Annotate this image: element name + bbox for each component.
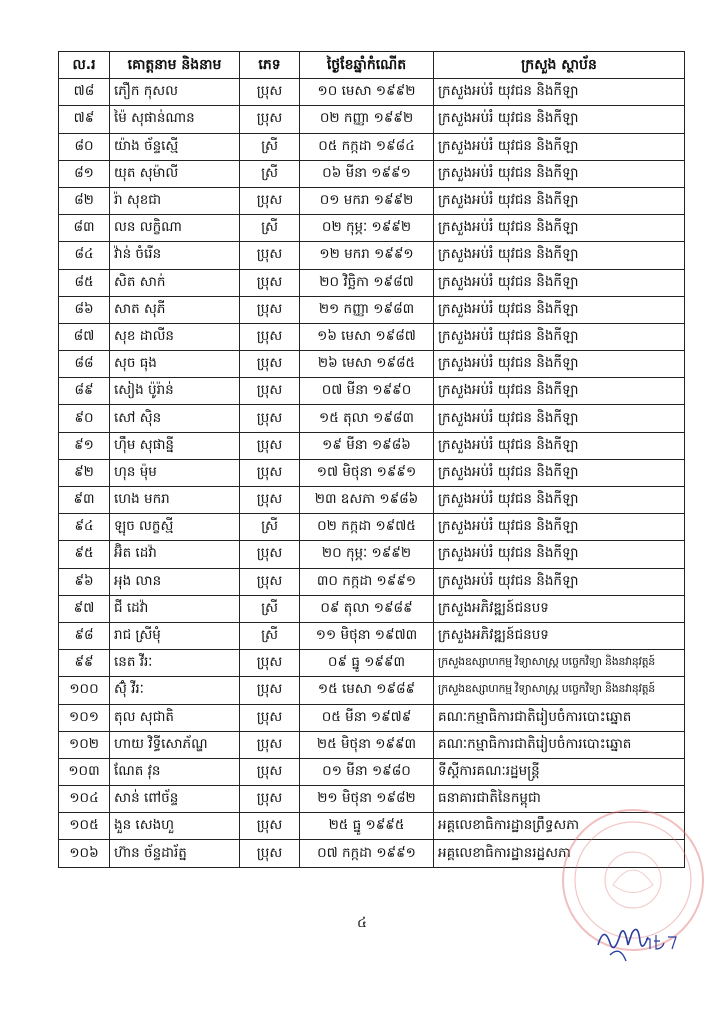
row-birthdate: ០១ មីនា ១៩៨០ xyxy=(300,758,434,785)
row-ministry: ទីស្តីការគណៈរដ្ឋមន្ត្រី xyxy=(434,758,685,785)
row-name: អ៊ិត ដេវ៉ា xyxy=(110,541,240,568)
row-gender: ស្រី xyxy=(240,160,300,187)
row-name: សុខ ដាលីន xyxy=(110,323,240,350)
row-birthdate: ០៦ មីនា ១៩៩១ xyxy=(300,160,434,187)
header-number: ល.រ xyxy=(59,52,110,79)
row-birthdate: ០២ កុម្ភៈ ១៩៩២ xyxy=(300,215,434,242)
row-gender: ប្រុស xyxy=(240,758,300,785)
table-row xyxy=(59,378,685,405)
row-number: ៨៣ xyxy=(59,215,110,242)
row-birthdate: ១១ មិថុនា ១៩៧៣ xyxy=(300,622,434,649)
header-name: គោត្តនាម និងនាម xyxy=(110,52,240,79)
table-row xyxy=(59,622,685,649)
row-birthdate: ២៣ ឧសភា ១៩៨៦ xyxy=(300,487,434,514)
row-gender: ប្រុស xyxy=(240,405,300,432)
row-name: ហាយ វិទ្ធីសោភ័ណ្ឌ xyxy=(110,731,240,758)
row-gender: ប្រុស xyxy=(240,269,300,296)
row-gender: ស្រី xyxy=(240,595,300,622)
row-birthdate: ១៧ មិថុនា ១៩៩១ xyxy=(300,459,434,486)
row-ministry: ក្រសួងអប់រំ យុវជន និងកីឡា xyxy=(434,541,685,568)
row-name: រ៉ា សុខជា xyxy=(110,187,240,214)
row-name: សុច ធុង xyxy=(110,351,240,378)
row-gender: ប្រុស xyxy=(240,242,300,269)
table-row xyxy=(59,568,685,595)
row-number: ៧៩ xyxy=(59,106,110,133)
table-row xyxy=(59,133,685,160)
row-ministry: ធនាគារជាតិនៃកម្ពុជា xyxy=(434,786,685,813)
row-gender: ប្រុស xyxy=(240,79,300,106)
row-birthdate: ០៧ មីនា ១៩៩០ xyxy=(300,378,434,405)
row-birthdate: ០៧ កក្កដា ១៩៩១ xyxy=(300,840,434,867)
table-row xyxy=(59,242,685,269)
row-ministry: ក្រសួងឧស្សាហកម្ម វិទ្យាសាស្ត្រ បច្ចេកវិទ្យា និងនវានុវត្តន៍ xyxy=(434,677,685,704)
row-gender: ប្រុស xyxy=(240,786,300,813)
row-number: ៧៨ xyxy=(59,79,110,106)
table-row xyxy=(59,160,685,187)
personnel-table xyxy=(58,51,685,868)
row-name: ហេង មករា xyxy=(110,487,240,514)
row-number: ៨២ xyxy=(59,187,110,214)
row-ministry: ក្រសួងអប់រំ យុវជន និងកីឡា xyxy=(434,405,685,432)
row-name: រាជ ស្រីមុំ xyxy=(110,622,240,649)
table-row xyxy=(59,432,685,459)
row-birthdate: ០២ កញ្ញា ១៩៩២ xyxy=(300,106,434,133)
row-ministry: ក្រសួងអប់រំ យុវជន និងកីឡា xyxy=(434,106,685,133)
row-ministry: ក្រសួងអប់រំ យុវជន និងកីឡា xyxy=(434,514,685,541)
row-ministry: ក្រសួងអប់រំ យុវជន និងកីឡា xyxy=(434,432,685,459)
row-birthdate: ០១ មករា ១៩៩២ xyxy=(300,187,434,214)
row-name: សាត សុភី xyxy=(110,296,240,323)
row-ministry: ក្រសួងអប់រំ យុវជន និងកីឡា xyxy=(434,351,685,378)
header-ministry: ក្រសួង ស្ថាប័ន xyxy=(434,52,685,79)
row-birthdate: ២០ វិច្ឆិកា ១៩៨៧ xyxy=(300,269,434,296)
row-name: ងួន សេងហួ xyxy=(110,813,240,840)
table-row xyxy=(59,79,685,106)
row-birthdate: ០៩ តុលា ១៩៨៩ xyxy=(300,595,434,622)
row-name: យុត សុម៉ាលី xyxy=(110,160,240,187)
row-ministry: ក្រសួងអប់រំ យុវជន និងកីឡា xyxy=(434,133,685,160)
row-number: ១០០ xyxy=(59,677,110,704)
row-ministry: ក្រសួងអប់រំ យុវជន និងកីឡា xyxy=(434,79,685,106)
table-row xyxy=(59,677,685,704)
row-number: ១០៣ xyxy=(59,758,110,785)
table-row xyxy=(59,595,685,622)
row-name: ឡុច លក្ខស្មី xyxy=(110,514,240,541)
row-gender: ប្រុស xyxy=(240,296,300,323)
table-row xyxy=(59,514,685,541)
row-ministry: ក្រសួងអប់រំ យុវជន និងកីឡា xyxy=(434,296,685,323)
table-row xyxy=(59,487,685,514)
row-ministry: ក្រសួងអភិវឌ្ឍន៍ជនបទ xyxy=(434,595,685,622)
row-number: ៩៤ xyxy=(59,514,110,541)
row-gender: ប្រុស xyxy=(240,459,300,486)
row-number: ៨៨ xyxy=(59,351,110,378)
row-gender: ប្រុស xyxy=(240,106,300,133)
row-gender: ប្រុស xyxy=(240,704,300,731)
row-number: ១០២ xyxy=(59,731,110,758)
row-number: ៨១ xyxy=(59,160,110,187)
row-ministry: ក្រសួងអប់រំ យុវជន និងកីឡា xyxy=(434,215,685,242)
row-ministry: គណៈកម្មាធិការជាតិរៀបចំការបោះឆ្នោត xyxy=(434,704,685,731)
table-row xyxy=(59,351,685,378)
row-gender: ប្រុស xyxy=(240,541,300,568)
table-row xyxy=(59,215,685,242)
row-gender: ប្រុស xyxy=(240,731,300,758)
table-row xyxy=(59,459,685,486)
row-ministry: ក្រសួងអប់រំ យុវជន និងកីឡា xyxy=(434,269,685,296)
row-birthdate: ២០ កុម្ភៈ ១៩៩២ xyxy=(300,541,434,568)
row-gender: ស្រី xyxy=(240,622,300,649)
table-row xyxy=(59,296,685,323)
row-gender: ប្រុស xyxy=(240,677,300,704)
row-number: ៩៦ xyxy=(59,568,110,595)
row-gender: ប្រុស xyxy=(240,378,300,405)
page-number: ៤ xyxy=(357,915,367,931)
row-number: ៨៩ xyxy=(59,378,110,405)
table-header-row xyxy=(59,52,685,79)
table-row xyxy=(59,187,685,214)
row-ministry: ក្រសួងអប់រំ យុវជន និងកីឡា xyxy=(434,187,685,214)
table-row xyxy=(59,541,685,568)
row-name: ម៉ៃ សុផាន់ណាន xyxy=(110,106,240,133)
row-birthdate: ២៦ មេសា ១៩៨៥ xyxy=(300,351,434,378)
row-name: ហ៊ាន ច័ន្ទដារ័ត្ន xyxy=(110,840,240,867)
row-name: នេត វីរៈ xyxy=(110,650,240,677)
row-number: ១០៥ xyxy=(59,813,110,840)
row-birthdate: ០៩ ធ្នូ ១៩៩៣ xyxy=(300,650,434,677)
row-birthdate: ២៥ ធ្នូ ១៩៩៥ xyxy=(300,813,434,840)
table-row xyxy=(59,758,685,785)
row-number: ៩៥ xyxy=(59,541,110,568)
row-name: វ៉ាន់ ចំរើន xyxy=(110,242,240,269)
row-ministry: ក្រសួងអប់រំ យុវជន និងកីឡា xyxy=(434,487,685,514)
row-number: ៩៨ xyxy=(59,622,110,649)
row-number: ៨០ xyxy=(59,133,110,160)
row-gender: ប្រុស xyxy=(240,650,300,677)
row-number: ១០១ xyxy=(59,704,110,731)
row-birthdate: ២១ កញ្ញា ១៩៨៣ xyxy=(300,296,434,323)
row-gender: ប្រុស xyxy=(240,323,300,350)
row-gender: ប្រុស xyxy=(240,187,300,214)
row-ministry: ក្រសួងអភិវឌ្ឍន៍ជនបទ xyxy=(434,622,685,649)
row-ministry: ក្រសួងអប់រំ យុវជន និងកីឡា xyxy=(434,568,685,595)
row-name: ជី ដេវ៉ា xyxy=(110,595,240,622)
row-name: លន លក្ខិណា xyxy=(110,215,240,242)
row-gender: ស្រី xyxy=(240,215,300,242)
row-number: ៩៩ xyxy=(59,650,110,677)
row-gender: ប្រុស xyxy=(240,813,300,840)
row-ministry: ក្រសួងអប់រំ យុវជន និងកីឡា xyxy=(434,378,685,405)
header-gender: ភេទ xyxy=(240,52,300,79)
row-number: ៩៧ xyxy=(59,595,110,622)
row-name: សិត សាក់ xyxy=(110,269,240,296)
row-birthdate: ២១ មិថុនា ១៩៨២ xyxy=(300,786,434,813)
row-gender: ប្រុស xyxy=(240,487,300,514)
row-name: ណែត វុន xyxy=(110,758,240,785)
table-row xyxy=(59,323,685,350)
table-row xyxy=(59,405,685,432)
row-name: ហ៊ឹម សុផាន្នី xyxy=(110,432,240,459)
row-birthdate: ៣០ កក្កដា ១៩៩១ xyxy=(300,568,434,595)
row-number: ៨៤ xyxy=(59,242,110,269)
row-ministry: ក្រសួងអប់រំ យុវជន និងកីឡា xyxy=(434,459,685,486)
row-gender: ស្រី xyxy=(240,514,300,541)
table-row xyxy=(59,269,685,296)
row-number: ៩១ xyxy=(59,432,110,459)
row-number: ៨៧ xyxy=(59,323,110,350)
row-gender: ប្រុស xyxy=(240,568,300,595)
row-name: សាន់ ពៅច័ន្ទ xyxy=(110,786,240,813)
row-name: តុល សុជាតិ xyxy=(110,704,240,731)
row-name: អុង លាន xyxy=(110,568,240,595)
row-birthdate: ១៥ តុលា ១៩៨៣ xyxy=(300,405,434,432)
row-number: ១០៤ xyxy=(59,786,110,813)
row-birthdate: ០៥ កក្កដា ១៩៨៤ xyxy=(300,133,434,160)
row-name: សៅ ស៊ិន xyxy=(110,405,240,432)
row-ministry: ក្រសួងឧស្សាហកម្ម វិទ្យាសាស្ត្រ បច្ចេកវិទ្យា និងនវានុវត្តន៍ xyxy=(434,650,685,677)
row-number: ៩៣ xyxy=(59,487,110,514)
row-gender: ប្រុស xyxy=(240,351,300,378)
row-number: ៨៥ xyxy=(59,269,110,296)
table-row xyxy=(59,106,685,133)
row-number: ៨៦ xyxy=(59,296,110,323)
row-birthdate: ១៥ មេសា ១៩៨៩ xyxy=(300,677,434,704)
row-birthdate: ១២ មករា ១៩៩១ xyxy=(300,242,434,269)
row-ministry: ក្រសួងអប់រំ យុវជន និងកីឡា xyxy=(434,242,685,269)
row-ministry: ក្រសួងអប់រំ យុវជន និងកីឡា xyxy=(434,323,685,350)
row-birthdate: ១៦ មេសា ១៩៨៧ xyxy=(300,323,434,350)
header-birthdate: ថ្ងៃខែឆ្នាំកំណើត xyxy=(300,52,434,79)
row-ministry: អគ្គលេខាធិការដ្ឋានព្រឹទ្ធសភា xyxy=(434,813,685,840)
row-name: សៀង ប៉ូរ៉ាន់ xyxy=(110,378,240,405)
row-ministry: ក្រសួងអប់រំ យុវជន និងកីឡា xyxy=(434,160,685,187)
row-name: ហុន ម៉ុម xyxy=(110,459,240,486)
row-name: ស៊ុំ វីរៈ xyxy=(110,677,240,704)
row-gender: ប្រុស xyxy=(240,432,300,459)
row-number: ៩២ xyxy=(59,459,110,486)
row-number: ៩០ xyxy=(59,405,110,432)
row-number: ១០៦ xyxy=(59,840,110,867)
row-birthdate: ០៥ មីនា ១៩៧៩ xyxy=(300,704,434,731)
row-birthdate: ០២ កក្កដា ១៩៧៥ xyxy=(300,514,434,541)
handwritten-signature xyxy=(590,915,680,965)
table-row xyxy=(59,650,685,677)
row-name: យ៉ាង ច័ន្ទស្មើ xyxy=(110,133,240,160)
row-gender: ស្រី xyxy=(240,133,300,160)
row-birthdate: ១០ មេសា ១៩៩២ xyxy=(300,79,434,106)
row-gender: ប្រុស xyxy=(240,840,300,867)
row-birthdate: ២៥ មិថុនា ១៩៩៣ xyxy=(300,731,434,758)
row-ministry: អគ្គលេខាធិការដ្ឋានរដ្ឋសភា xyxy=(434,840,685,867)
row-birthdate: ១៩ មីនា ១៩៨៦ xyxy=(300,432,434,459)
row-ministry: គណៈកម្មាធិការជាតិរៀបចំការបោះឆ្នោត xyxy=(434,731,685,758)
table-row xyxy=(59,704,685,731)
row-name: ភឿក កុសល xyxy=(110,79,240,106)
table-row xyxy=(59,731,685,758)
